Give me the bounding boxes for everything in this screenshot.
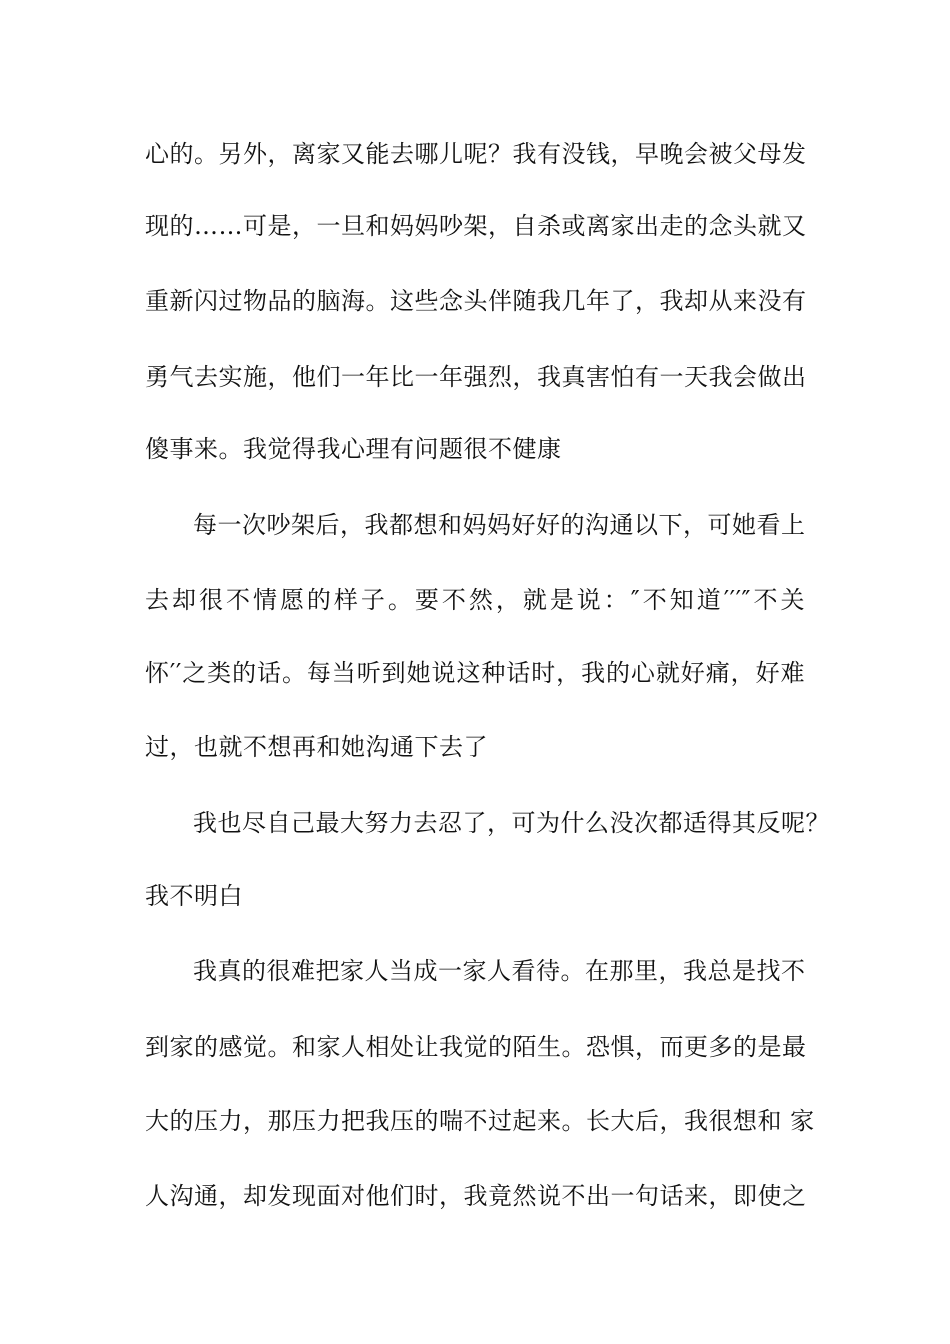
paragraph-line: 每一次吵架后，我都想和妈妈好好的沟通以下，可她看上	[193, 511, 806, 539]
paragraph-line: 我真的很难把家人当成一家人看待。在那里，我总是找不	[193, 957, 806, 985]
paragraph-line: 去却很不情愿的样子。要不然，就是说：″不知道′′′″不关	[145, 586, 805, 614]
paragraph-line: 过，也就不想再和她沟通下去了	[145, 733, 488, 761]
paragraph-line: 傻事来。我觉得我心理有问题很不健康	[145, 435, 562, 463]
paragraph-line: 心的。另外，离家又能去哪儿呢？我有没钱，早晚会被父母发	[145, 140, 807, 168]
paragraph-line: 我也尽自己最大努力去忍了，可为什么没次都适得其反呢？	[193, 809, 830, 837]
paragraph-line: 到家的感觉。和家人相处让我觉的陌生。恐惧，而更多的是最	[145, 1033, 807, 1061]
paragraph-line: 怀′′之类的话。每当听到她说这种话时，我的心就好痛，好难	[145, 659, 805, 687]
paragraph-line: 大的压力，那压力把我压的喘不过起来。长大后，我很想和 家	[145, 1107, 815, 1135]
paragraph-line: 我不明白	[145, 882, 243, 910]
paragraph-line: 勇气去实施，他们一年比一年强烈，我真害怕有一天我会做出	[145, 363, 807, 391]
paragraph-line: 现的……可是，一旦和妈妈吵架，自杀或离家出走的念头就又	[145, 212, 807, 240]
paragraph-line: 人沟通，却发现面对他们时，我竟然说不出一句话来，即使之	[145, 1182, 807, 1210]
paragraph-line: 重新闪过物品的脑海。这些念头伴随我几年了，我却从来没有	[145, 287, 807, 315]
